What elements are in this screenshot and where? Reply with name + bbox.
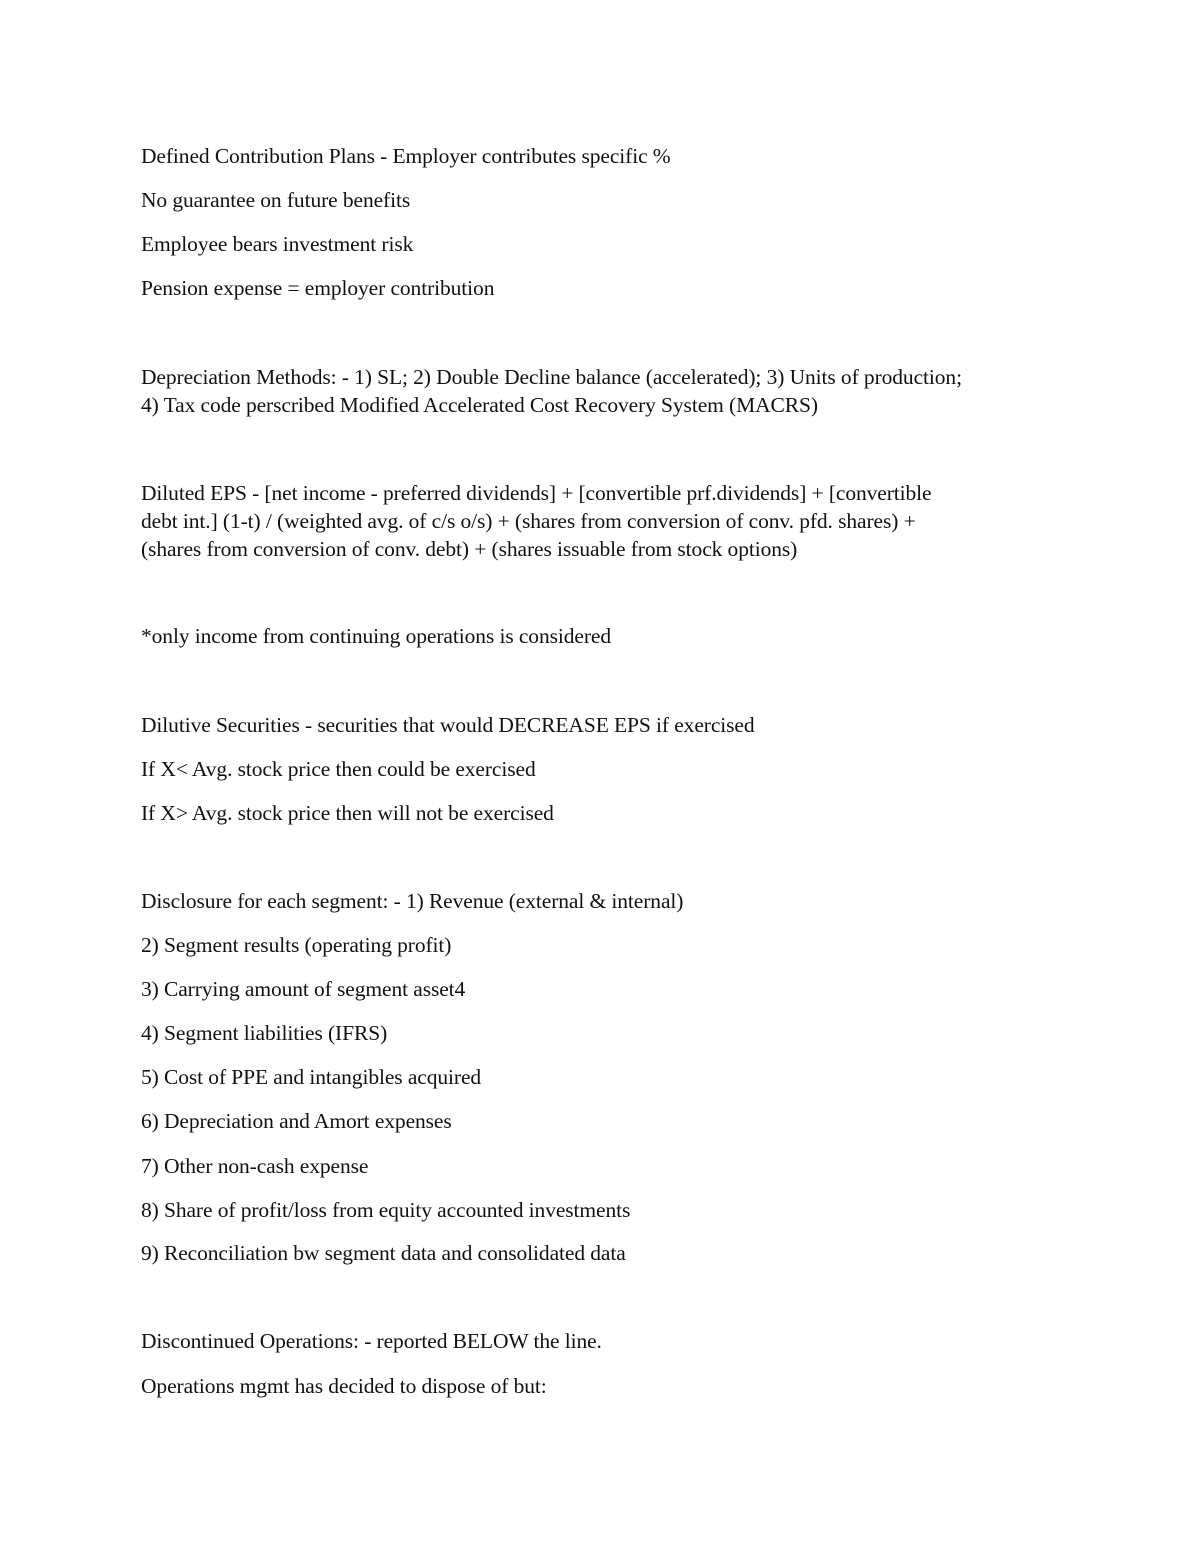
segment-disclosure-item: 9) Reconciliation bw segment data and consolidated data (141, 1241, 626, 1265)
diluted-eps-line: debt int.] (1-t) / (weighted avg. of c/s o/s) + (shares from conversion of conv. pfd. shares) + (141, 509, 916, 533)
segment-disclosure-heading: Disclosure for each segment: - 1) Revenue (external & internal) (141, 889, 684, 913)
depreciation-line: Depreciation Methods: - 1) SL; 2) Double Decline balance (accelerated); 3) Units of production; (141, 365, 962, 389)
dilutive-securities-line: If X> Avg. stock price then will not be exercised (141, 801, 554, 825)
discontinued-operations-line: Operations mgmt has decided to dispose of but: (141, 1374, 547, 1398)
segment-disclosure-item: 5) Cost of PPE and intangibles acquired (141, 1065, 482, 1089)
continuing-operations-note: *only income from continuing operations is considered (141, 624, 611, 648)
defined-contribution-line: No guarantee on future benefits (141, 188, 411, 212)
segment-disclosure-item: 4) Segment liabilities (IFRS) (141, 1021, 388, 1045)
defined-contribution-heading: Defined Contribution Plans - Employer contributes specific % (141, 144, 671, 168)
depreciation-line: 4) Tax code perscribed Modified Accelerated Cost Recovery System (MACRS) (141, 393, 818, 417)
segment-disclosure-item: 3) Carrying amount of segment asset4 (141, 977, 466, 1001)
dilutive-securities-heading: Dilutive Securities - securities that would DECREASE EPS if exercised (141, 713, 755, 737)
dilutive-securities-line: If X< Avg. stock price then could be exercised (141, 757, 536, 781)
defined-contribution-line: Pension expense = employer contribution (141, 276, 495, 300)
segment-disclosure-item: 8) Share of profit/loss from equity accounted investments (141, 1198, 631, 1222)
diluted-eps-line: Diluted EPS - [net income - preferred dividends] + [convertible prf.dividends] + [convertible (141, 481, 932, 505)
segment-disclosure-item: 6) Depreciation and Amort expenses (141, 1109, 452, 1133)
diluted-eps-line: (shares from conversion of conv. debt) + (shares issuable from stock options) (141, 537, 798, 561)
discontinued-operations-heading: Discontinued Operations: - reported BELOW the line. (141, 1329, 602, 1353)
segment-disclosure-item: 2) Segment results (operating profit) (141, 933, 452, 957)
segment-disclosure-item: 7) Other non-cash expense (141, 1154, 369, 1178)
defined-contribution-line: Employee bears investment risk (141, 232, 414, 256)
